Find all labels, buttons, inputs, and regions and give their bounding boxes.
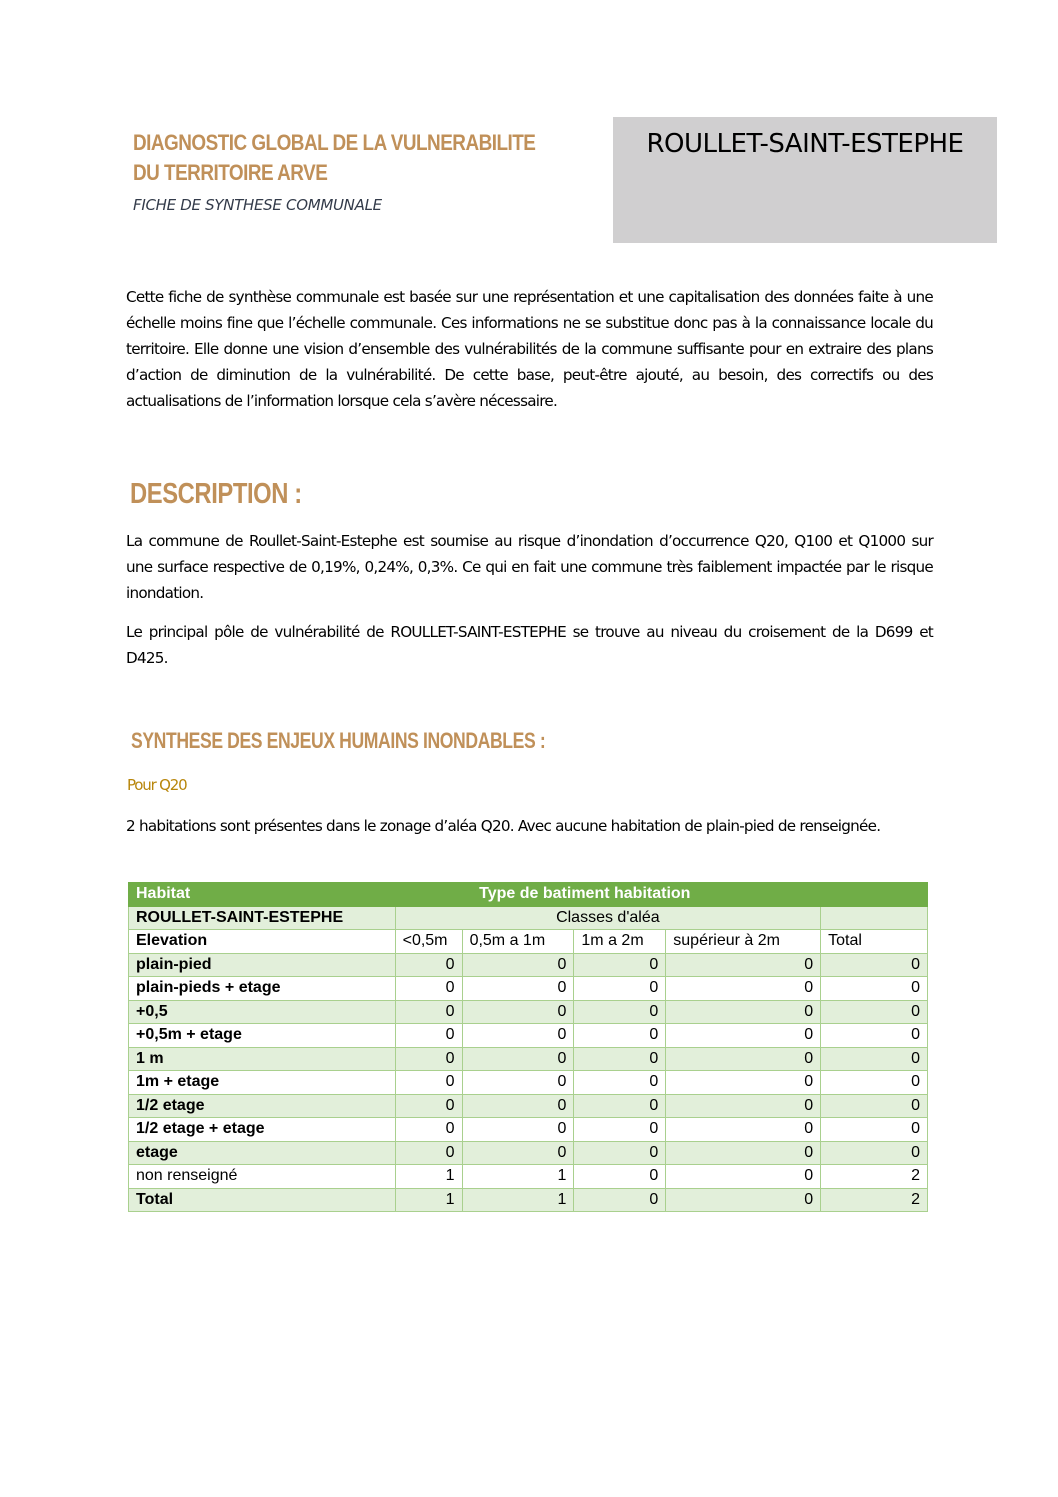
cell-value: 0: [821, 1141, 928, 1165]
description-paragraph-2: Le principal pôle de vulnérabilité de ROULLET-SAINT-ESTEPHE se trouve au niveau du croisement de la D699 et D425.: [126, 623, 933, 667]
cell-value: 0: [462, 953, 574, 977]
classes-alea-label: Classes d'aléa: [395, 906, 821, 930]
cell-value: 0: [574, 1188, 666, 1212]
cell-value: 2: [821, 1165, 928, 1189]
table-row: [129, 1118, 928, 1142]
cell-value: 0: [821, 953, 928, 977]
cell-value: 0: [395, 977, 462, 1001]
table-row: [129, 1165, 928, 1189]
table-row: [129, 1094, 928, 1118]
cell-value: 0: [462, 1000, 574, 1024]
row-label: 1/2 etage: [129, 1094, 396, 1118]
cell-value: 0: [821, 1000, 928, 1024]
cell-value: 0: [666, 1141, 821, 1165]
cell-value: 0: [821, 1118, 928, 1142]
description-heading: DESCRIPTION :: [130, 478, 302, 510]
table-commune-row: [129, 906, 928, 930]
table-row: [129, 1141, 928, 1165]
cell-value: 2: [821, 1188, 928, 1212]
cell-value: 0: [821, 1047, 928, 1071]
cell-value: 0: [395, 1094, 462, 1118]
elevation-label: Elevation: [129, 930, 396, 954]
cell-value: 0: [666, 1047, 821, 1071]
cell-value: 0: [395, 953, 462, 977]
cell-value: 0: [462, 977, 574, 1001]
column-header: <0,5m: [395, 930, 462, 954]
table-row: [129, 1071, 928, 1095]
cell-value: 0: [574, 1141, 666, 1165]
cell-value: 0: [666, 1094, 821, 1118]
main-title-line1: DIAGNOSTIC GLOBAL DE LA VULNERABILITE: [133, 130, 536, 155]
header-type-batiment: Type de batiment habitation: [395, 883, 927, 907]
cell-value: 0: [462, 1094, 574, 1118]
cell-value: 0: [666, 1165, 821, 1189]
row-label: non renseigné: [129, 1165, 396, 1189]
cell-value: 0: [462, 1118, 574, 1142]
table-header-row: [129, 883, 928, 907]
cell-value: 0: [666, 1118, 821, 1142]
cell-value: 0: [666, 977, 821, 1001]
table-row: [129, 953, 928, 977]
column-header: Total: [821, 930, 928, 954]
row-label: 1/2 etage + etage: [129, 1118, 396, 1142]
cell-value: 0: [666, 1071, 821, 1095]
cell-value: 0: [821, 977, 928, 1001]
row-label: 1 m: [129, 1047, 396, 1071]
cell-value: 0: [821, 1094, 928, 1118]
cell-value: 0: [395, 1118, 462, 1142]
empty-cell: [821, 906, 928, 930]
q20-subheading: Pour Q20: [127, 776, 187, 794]
cell-value: 0: [821, 1024, 928, 1048]
cell-value: 0: [462, 1141, 574, 1165]
row-label: plain-pied: [129, 953, 396, 977]
cell-value: 0: [574, 1024, 666, 1048]
column-header: supérieur à 2m: [666, 930, 821, 954]
cell-value: 0: [574, 953, 666, 977]
table-columns-row: [129, 930, 928, 954]
commune-name: ROULLET-SAINT-ESTEPHE: [646, 129, 964, 159]
cell-value: 0: [574, 1047, 666, 1071]
table-commune: ROULLET-SAINT-ESTEPHE: [129, 906, 396, 930]
cell-value: 0: [462, 1024, 574, 1048]
cell-value: 0: [666, 953, 821, 977]
main-title-line2: DU TERRITOIRE ARVE: [133, 160, 328, 185]
row-label: plain-pieds + etage: [129, 977, 396, 1001]
table-row: [129, 1188, 928, 1212]
description-paragraph-1: La commune de Roullet-Saint-Estephe est soumise au risque d’inondation d’occurrence Q20, Q100 et Q1000 sur une surface respective de 0,19%, 0,24%, 0,3%. Ce qui en fait une commune très faiblement impactée par le risque inondation.: [126, 532, 933, 602]
synthese-paragraph: 2 habitations sont présentes dans le zonage d’aléa Q20. Avec aucune habitation de plain-pied de renseignée.: [126, 817, 881, 835]
row-label: etage: [129, 1141, 396, 1165]
table-body: [129, 953, 928, 1212]
cell-value: 0: [395, 1024, 462, 1048]
cell-value: 0: [574, 1118, 666, 1142]
cell-value: 0: [395, 1141, 462, 1165]
cell-value: 0: [666, 1000, 821, 1024]
cell-value: 0: [462, 1071, 574, 1095]
intro-paragraph: Cette fiche de synthèse communale est basée sur une représentation et une capitalisation des données faite à une échelle moins fine que l’échelle communale. Ces informations ne se substitue donc pas à la connaissance locale du territoire. Elle donne une vision d’ensemble des vulnérabilités de la commune suffisante pour en extraire des plans d’action de diminution de la vulnérabilité. De cette base, peut-être ajouté, au besoin, des correctifs ou des actualisations de l’information lorsque cela s’avère nécessaire.: [126, 288, 933, 410]
column-header: 0,5m a 1m: [462, 930, 574, 954]
cell-value: 0: [821, 1071, 928, 1095]
cell-value: 0: [395, 1000, 462, 1024]
column-header: 1m a 2m: [574, 930, 666, 954]
cell-value: 0: [395, 1047, 462, 1071]
row-label: 1m + etage: [129, 1071, 396, 1095]
cell-value: 1: [395, 1188, 462, 1212]
synthese-heading: SYNTHESE DES ENJEUX HUMAINS INONDABLES :: [131, 728, 546, 753]
cell-value: 0: [574, 1165, 666, 1189]
cell-value: 1: [462, 1165, 574, 1189]
habitat-table: [128, 882, 928, 1212]
document-title-block: [133, 128, 601, 214]
cell-value: 0: [666, 1024, 821, 1048]
cell-value: 0: [666, 1188, 821, 1212]
cell-value: 0: [462, 1047, 574, 1071]
cell-value: 1: [462, 1188, 574, 1212]
cell-value: 1: [395, 1165, 462, 1189]
table-row: [129, 1047, 928, 1071]
table-row: [129, 1000, 928, 1024]
row-label: +0,5: [129, 1000, 396, 1024]
row-label: +0,5m + etage: [129, 1024, 396, 1048]
header-habitat: Habitat: [129, 883, 396, 907]
cell-value: 0: [395, 1071, 462, 1095]
cell-value: 0: [574, 977, 666, 1001]
cell-value: 0: [574, 1071, 666, 1095]
cell-value: 0: [574, 1000, 666, 1024]
table-row: [129, 1024, 928, 1048]
row-label: Total: [129, 1188, 396, 1212]
cell-value: 0: [574, 1094, 666, 1118]
table-row: [129, 977, 928, 1001]
subtitle: FICHE DE SYNTHESE COMMUNALE: [133, 196, 382, 214]
commune-box: [613, 117, 997, 243]
